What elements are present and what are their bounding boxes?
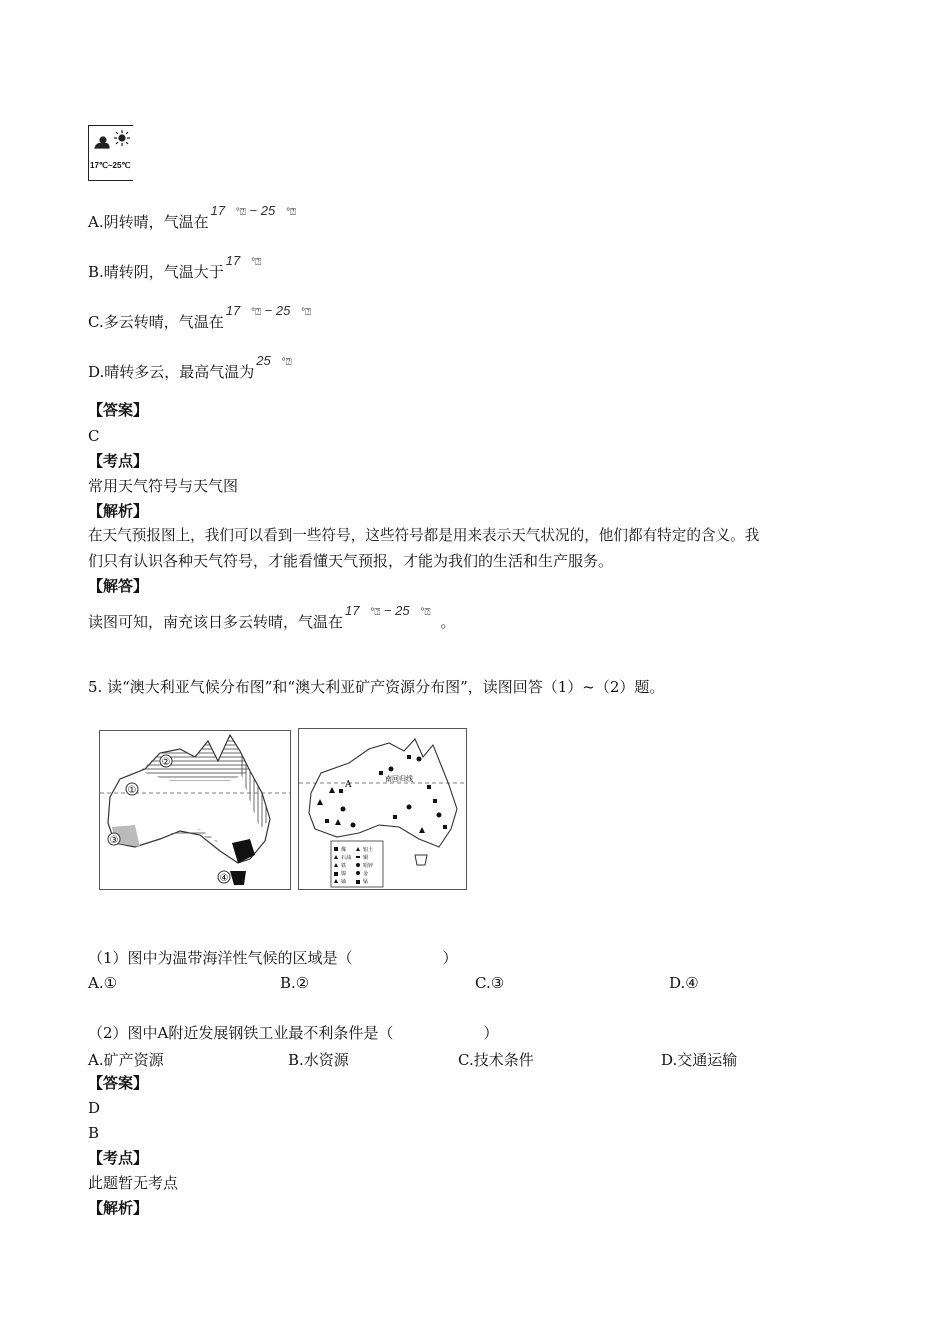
q5-sub2-option-b: B.水资源 [288, 1051, 349, 1069]
zone-2-tropical [140, 735, 250, 781]
q5-answer-header: 【答案】 [88, 1074, 149, 1092]
legend-item: 铜 [363, 855, 369, 861]
q4-kaodian: 常用天气符号与天气图 [88, 477, 239, 495]
q5-sub2-option-a: A.矿产资源 [88, 1051, 164, 1069]
q5-sub2: （2）图中A附近发展钢铁工业最不利条件是（ ） [88, 1024, 499, 1042]
q5-sub1-option-d: D.④ [669, 974, 699, 992]
legend-item: 石油 [341, 855, 352, 861]
q5-answer-2: B [88, 1124, 100, 1142]
tropic-label: 南回归线 [385, 775, 413, 783]
q4-option-b: B.晴转阴，气温大于17 °⍰ [88, 253, 262, 281]
q4-kaodian-header: 【考点】 [88, 452, 149, 470]
q5-sub1: （1）图中为温带海洋性气候的区域是（ ） [88, 949, 458, 967]
q4-option-d: D.晴转多云，最高气温为25 °⍰ [88, 353, 292, 381]
legend-item: 镍 [341, 871, 347, 877]
zone-label-3: ③ [109, 835, 119, 846]
australia-climate-map [99, 730, 291, 890]
zone-label-4: ④ [219, 873, 229, 884]
zone-label-1: ① [127, 785, 137, 796]
q4-answer: C [88, 427, 100, 445]
q5-sub1-option-a: A.① [88, 974, 118, 992]
zone-label-2: ② [161, 757, 171, 768]
q5-sub2-option-c: C.技术条件 [458, 1051, 534, 1069]
legend-item: 煤 [341, 847, 347, 853]
q4-jieda-header: 【解答】 [88, 577, 149, 595]
weather-symbol-caption: 17℃~25℃ [90, 161, 131, 170]
mineral-legend [331, 841, 383, 887]
q4-jiexi-header: 【解析】 [88, 502, 149, 520]
legend-item: 铅锌 [363, 863, 374, 869]
legend-item: 铝土 [363, 847, 374, 853]
legend-item: 金 [363, 871, 369, 877]
site-a-label: A [345, 780, 352, 790]
q5-sub1-option-c: C.③ [475, 974, 505, 992]
legend-item: 铀 [341, 879, 347, 885]
q4-option-a: A.阴转晴，气温在17 °⍰ − 25 °⍰ [88, 203, 297, 231]
weather-symbol-figure [88, 125, 133, 181]
q4-option-c: C.多云转晴，气温在17 °⍰ − 25 °⍰ [88, 303, 312, 331]
q5-kaodian-header: 【考点】 [88, 1149, 149, 1167]
australia-mineral-map [298, 728, 467, 890]
legend-item: 锰 [363, 879, 369, 885]
climate-map-graphic [100, 731, 290, 889]
q5-stem: 5. 读“澳大利亚气候分布图”和“澳大利亚矿产资源分布图”，读图回答（1）~（2）题。 [88, 678, 665, 696]
q4-answer-header: 【答案】 [88, 401, 149, 419]
tasmania [415, 855, 427, 865]
q5-sub2-option-d: D.交通运输 [661, 1051, 738, 1069]
q5-sub1-option-b: B.② [280, 974, 310, 992]
legend-item: 铁 [341, 863, 347, 869]
q5-jiexi-header: 【解析】 [88, 1199, 149, 1217]
q5-kaodian: 此题暂无考点 [88, 1174, 179, 1192]
q5-answer-1: D [88, 1099, 101, 1117]
tasmania [230, 871, 246, 885]
q4-jiexi-line1: 在天气预报图上，我们可以看到一些符号，这些符号都是用来表示天气状况的，他们都有特定的含义。我 [88, 527, 760, 544]
mineral-map-graphic [299, 729, 466, 889]
q4-jieda: 读图可知，南充该日多云转晴，气温在17 °⍰ − 25 °⍰。 [88, 603, 456, 631]
q4-jiexi-line2: 们只有认识各种天气符号，才能看懂天气预报，才能为我们的生活和生产服务。 [88, 552, 614, 570]
cloud-sun-icon [89, 126, 133, 180]
